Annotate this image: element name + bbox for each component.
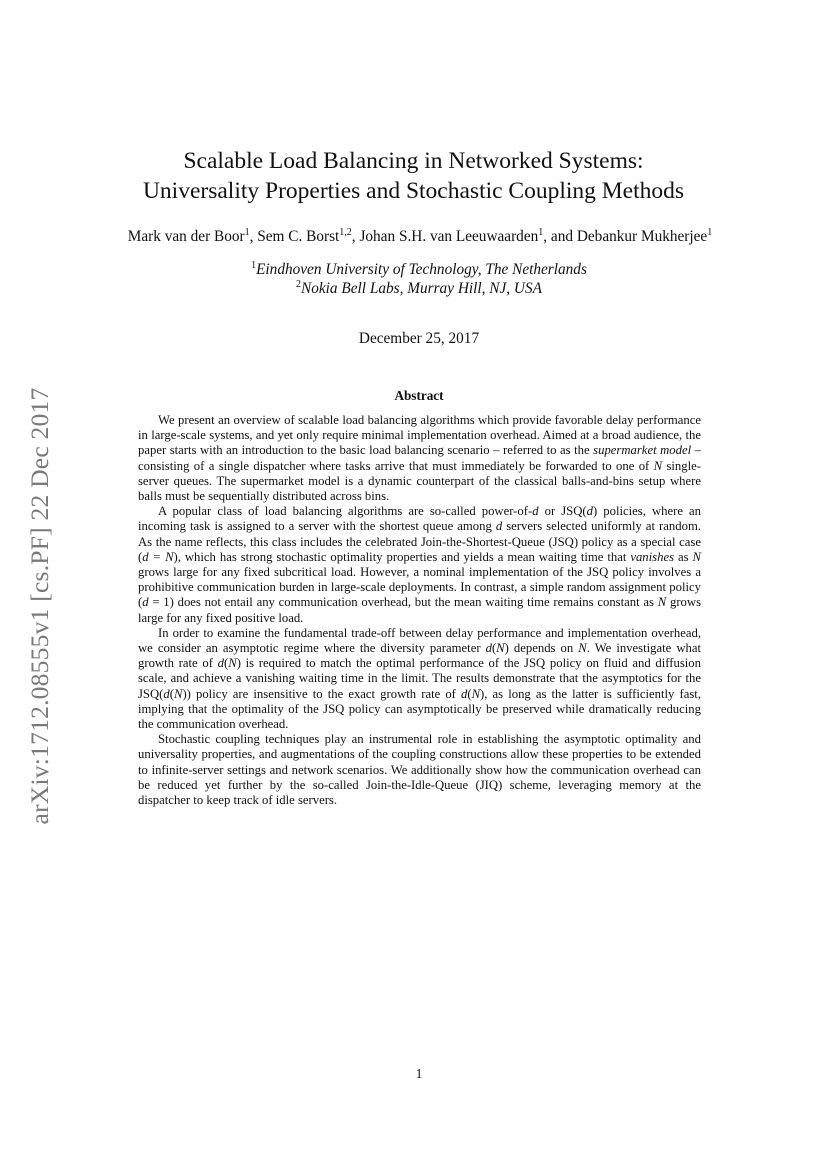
math-symbol: N bbox=[692, 549, 701, 564]
text-run: or JSQ( bbox=[538, 504, 587, 519]
arxiv-identifier: arXiv:1712.08555v1 [cs.PF] 22 Dec 2017 bbox=[25, 387, 54, 825]
affiliation-text: Nokia Bell Labs, Murray Hill, NJ, USA bbox=[301, 280, 542, 297]
math-symbol: d bbox=[485, 641, 492, 656]
author-separator: , bbox=[351, 228, 360, 245]
author-separator: , and bbox=[543, 228, 577, 245]
text-run: We present an overview of scalable load balancing algorithms which provide favorable delay performance in large-scale systems, and yet only require minimal implementation overhead. Aimed at a broad audience, the paper starts with an introduction to the basic load balancing scenario – referred to as the bbox=[138, 413, 701, 458]
author bbox=[128, 228, 257, 245]
affiliation-text: Eindhoven University of Technology, The Netherlands bbox=[256, 261, 587, 278]
author bbox=[257, 228, 359, 245]
math-symbol: d = N bbox=[142, 549, 174, 564]
author bbox=[359, 228, 576, 245]
text-run: A popular class of load balancing algorithms are so-called power-of- bbox=[158, 504, 533, 519]
text-run: ( bbox=[467, 686, 472, 701]
math-symbol: d bbox=[217, 656, 224, 671]
publication-date: December 25, 2017 bbox=[358, 330, 480, 347]
author-list bbox=[60, 228, 780, 246]
affiliation-mark: 1 bbox=[251, 260, 257, 271]
abstract-paragraph bbox=[138, 504, 701, 626]
text-run: ) depends on bbox=[504, 641, 579, 656]
paper-title-line-1: Scalable Load Balancing in Networked Systems: bbox=[183, 148, 644, 174]
math-symbol: d bbox=[495, 519, 503, 534]
affiliation-mark: 2 bbox=[296, 279, 302, 290]
text-run: single-server queues. The supermarket model is a dynamic counterpart of the classical balls-and-bins setup where balls must be sequentially distributed across bins. bbox=[138, 458, 701, 504]
math-symbol: d bbox=[586, 504, 593, 519]
arxiv-sidebar-stamp bbox=[20, 366, 60, 846]
author-name: Debankur Mukherjee bbox=[576, 228, 708, 245]
math-symbol: N bbox=[173, 686, 183, 701]
text-run: ) is required to match the optimal performance of the JSQ policy on fluid and diffusion scale, and achieve a vanishing waiting time in the limit. The results demonstrate that the asymptotics for the JSQ( bbox=[138, 656, 701, 701]
text-run: servers selected uniformly at random. As the name reflects, this class includes the celebrated Join-the-Shortest-Queue (JSQ) policy as a special case ( bbox=[138, 519, 701, 564]
math-symbol: N bbox=[653, 458, 663, 473]
math-symbol: N bbox=[228, 656, 237, 671]
math-symbol: d bbox=[532, 504, 539, 519]
abstract-paragraph bbox=[138, 732, 701, 808]
abstract-paragraph bbox=[138, 626, 701, 732]
emphasis: supermarket model bbox=[593, 443, 692, 458]
math-symbol: N bbox=[471, 686, 481, 701]
affiliation bbox=[0, 280, 827, 298]
text-run: . We investigate what growth rate of bbox=[138, 641, 701, 671]
text-run: ), which has strong stochastic optimality properties and yields a mean waiting time that bbox=[173, 549, 631, 564]
math-symbol: N bbox=[496, 641, 505, 656]
text-run: – consisting of a single dispatcher where tasks arrive that must immediately be forwarded to one of bbox=[138, 443, 702, 473]
text-run: ( bbox=[491, 641, 497, 656]
abstract-heading: Abstract bbox=[394, 388, 444, 403]
abstract-body bbox=[138, 413, 701, 808]
math-symbol: d bbox=[163, 686, 170, 701]
author bbox=[577, 228, 712, 245]
page-number: 1 bbox=[415, 1066, 423, 1081]
author-name: Mark van der Boor bbox=[127, 228, 245, 245]
affiliation bbox=[0, 261, 827, 279]
author-affiliation-mark: 1 bbox=[244, 227, 250, 238]
author-name: Johan S.H. van Leeuwaarden bbox=[359, 228, 539, 245]
text-run: grows large for any fixed subcritical load. However, a nominal implementation of the JSQ policy involves a prohibitive communication burden in large-scale deployments. In contrast, a simple random assignment policy ( bbox=[138, 565, 701, 610]
author-name: Sem C. Borst bbox=[257, 228, 340, 245]
author-affiliation-mark: 1,2 bbox=[339, 227, 352, 238]
text-run: ), as long as the latter is sufficiently fast, implying that the optimality of the JSQ policy can asymptotically be preserved while dramatically reducing the communication overhead. bbox=[138, 686, 701, 732]
math-symbol: N bbox=[578, 641, 587, 656]
text-run: as bbox=[674, 549, 693, 564]
emphasis: vanishes bbox=[630, 549, 675, 564]
paper-title-line-2: Universality Properties and Stochastic Coupling Methods bbox=[142, 178, 685, 204]
text-run: ) policies, where an incoming task is assigned to a server with the shortest queue among bbox=[138, 504, 701, 534]
text-run: = 1) does not entail any communication overhead, but the mean waiting time remains constant as bbox=[148, 595, 658, 610]
math-symbol: N bbox=[657, 595, 667, 610]
author-affiliation-mark: 1 bbox=[707, 227, 713, 238]
author-separator: , bbox=[249, 228, 258, 245]
text-run: grows large for any fixed positive load. bbox=[138, 595, 702, 625]
math-symbol: d bbox=[461, 686, 468, 701]
text-run: ( bbox=[224, 656, 229, 671]
text-run: In order to examine the fundamental trade-off between delay performance and implementation overhead, we consider an asymptotic regime where the diversity parameter bbox=[138, 625, 701, 656]
text-run: Stochastic coupling techniques play an instrumental role in establishing the asymptotic optimality and universality properties, and augmentations of the coupling constructions allow these properties to be extended to infinite-server settings and network scenarios. We additionally show how the communication overhead can be reduced yet further by the so-called Join-the-Idle-Queue (JIQ) scheme, leveraging memory at the dispatcher to keep track of idle servers. bbox=[138, 732, 701, 808]
math-symbol: d bbox=[142, 595, 149, 610]
author-affiliation-mark: 1 bbox=[538, 227, 544, 238]
text-run: )) policy are insensitive to the exact growth rate of bbox=[182, 686, 461, 701]
abstract-paragraph bbox=[138, 413, 701, 504]
text-run: ( bbox=[169, 686, 174, 701]
